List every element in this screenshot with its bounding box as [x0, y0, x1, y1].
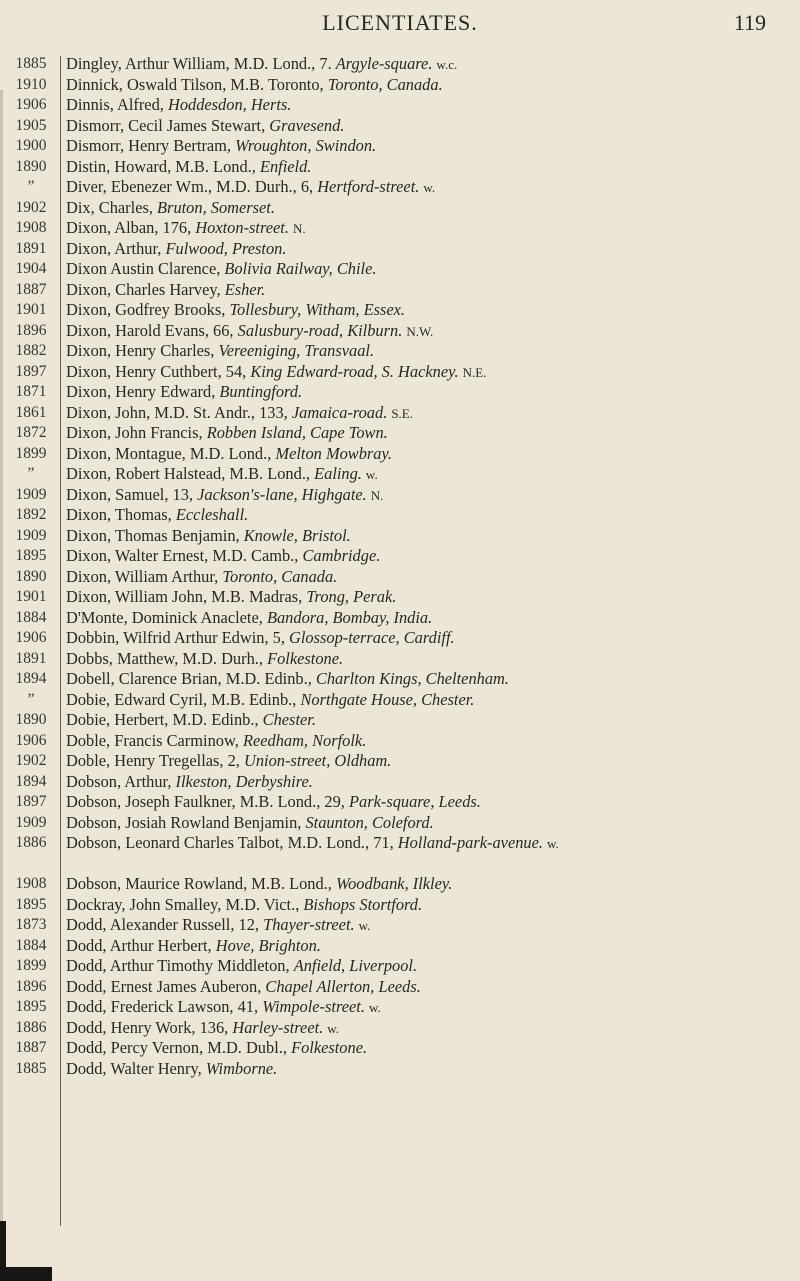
entry-text [66, 505, 791, 526]
entry-text [66, 362, 791, 384]
entry-year: 1900 [15, 137, 47, 154]
entry-name: Dockray, John Smalley, M.D. Vict., [66, 894, 304, 914]
entry-name: Diver, Ebenezer Wm., M.D. Durh., 6, [66, 177, 318, 196]
entry-place: Chapel Allerton, Leeds. [265, 976, 421, 996]
entry-year: 1908 [15, 875, 47, 892]
entry-year: 1884 [15, 608, 47, 626]
entry-year: 1872 [15, 424, 47, 441]
entry-place: Bolivia Railway, Chile. [224, 259, 377, 278]
list-item [0, 772, 800, 793]
entry-year: 1909 [15, 526, 47, 544]
entry-name: Dodd, Frederick Lawson, 41, [66, 997, 263, 1016]
entry-name: Dodd, Arthur Timothy Middleton, [66, 956, 294, 975]
entry-year: 1902 [15, 752, 47, 769]
entry-text [66, 813, 791, 834]
entry-place: Fulwood, Preston. [165, 238, 287, 258]
entry-year: 1906 [15, 96, 47, 113]
entry-name: Dixon, Samuel, 13, [66, 484, 198, 504]
entry-year: 1909 [15, 485, 47, 503]
entry-text [66, 669, 791, 690]
page-number: 119 [733, 10, 766, 35]
entry-year: 1895 [15, 998, 47, 1015]
entry-text [66, 772, 791, 793]
entry-place: Argyle-square. [335, 54, 433, 73]
entry-name: Dobbin, Wilfrid Arthur Edwin, 5, [66, 628, 290, 647]
entry-text [66, 75, 791, 96]
list-item [0, 1038, 800, 1059]
entry-place: Esher. [224, 279, 266, 299]
entry-text [66, 608, 791, 629]
entry-name: Dixon, Henry Edward, [66, 382, 220, 401]
entry-name: Doble, Francis Carminow, [66, 730, 243, 750]
entry-place: Salusbury-road, Kilburn. [237, 320, 403, 340]
entry-postal-district: N.E. [462, 364, 487, 380]
list-item [0, 505, 800, 526]
list-item [0, 895, 800, 916]
list-item [0, 751, 800, 772]
entry-name: Dixon, Montague, M.D. Lond., [66, 443, 276, 463]
entry-place: Folkestone. [267, 648, 344, 668]
entry-year: 1884 [15, 936, 47, 954]
entry-text [66, 300, 791, 321]
entry-name: Dixon, William John, M.B. Madras, [66, 587, 307, 606]
list-item [0, 1018, 800, 1039]
list-item [0, 997, 800, 1018]
entry-text [66, 177, 791, 199]
entry-place: Charlton Kings, Cheltenham. [315, 669, 509, 688]
entry-postal-district: w.c. [436, 57, 458, 72]
entry-postal-district: N.W. [406, 323, 434, 339]
list-item [0, 813, 800, 834]
entry-name: Dixon, Alban, 176, [66, 218, 196, 237]
entry-postal-district: w. [327, 1020, 340, 1036]
entry-text [66, 690, 791, 711]
entry-place: Wroughton, Swindon. [235, 136, 377, 155]
entry-text [66, 341, 791, 362]
entry-text [66, 136, 791, 157]
entry-place: Jamaica-road. [291, 402, 388, 422]
entry-text [66, 1038, 791, 1059]
entry-postal-district: w. [547, 836, 559, 851]
entry-place: Melton Mowbray. [275, 443, 392, 463]
entry-place: Ilkeston, Derbyshire. [175, 771, 313, 791]
entry-place: Eccleshall. [175, 505, 249, 524]
entry-year: 1894 [15, 670, 47, 687]
entry-text [66, 157, 791, 178]
list-item [0, 608, 800, 629]
entry-year: 1892 [15, 506, 47, 523]
entry-place: Tollesbury, Witham, Essex. [229, 300, 406, 319]
entry-text [66, 833, 791, 855]
entry-year: 1890 [15, 567, 47, 585]
list-item [0, 936, 800, 957]
list-item [0, 116, 800, 137]
entry-name: Dingley, Arthur William, M.D. Lond., 7. [66, 54, 336, 73]
entry-text [66, 710, 791, 731]
list-item [0, 792, 800, 813]
entry-name: Dodd, Henry Work, 136, [66, 1017, 233, 1037]
list-item [0, 977, 800, 998]
licentiate-list [0, 54, 800, 1079]
entry-name: Dixon, John, M.D. St. Andr., 133, [66, 402, 292, 422]
entry-name: Doble, Henry Tregellas, 2, [66, 751, 244, 770]
entry-name: Dixon, Thomas, [66, 505, 176, 524]
list-item [0, 1059, 800, 1080]
list-item [0, 177, 800, 198]
entry-postal-district: w. [368, 1000, 381, 1015]
entry-text [66, 116, 791, 137]
list-item [0, 915, 800, 936]
corner-mark [0, 1267, 52, 1281]
entry-name: Dixon, Godfrey Brooks, [66, 300, 230, 319]
entry-text [66, 321, 791, 343]
entry-year: 1873 [15, 916, 47, 933]
entry-year: 1899 [15, 444, 47, 462]
corner-mark-vertical [0, 1221, 6, 1281]
entry-year: 1882 [15, 342, 47, 359]
entry-place: Park-square, Leeds. [349, 792, 481, 811]
entry-text [66, 895, 791, 916]
list-item [0, 259, 800, 280]
entry-place: Gravesend. [269, 115, 345, 135]
entry-year: 1901 [15, 588, 47, 605]
entry-place: Harley-street. [232, 1017, 324, 1037]
entry-text [66, 464, 791, 486]
entry-name: Dobson, Joseph Faulkner, M.B. Lond., 29, [66, 792, 349, 811]
entry-place: Jackson's-lane, Highgate. [197, 484, 367, 504]
list-item [0, 403, 800, 424]
entry-year: ” [27, 690, 35, 708]
entry-text [66, 423, 791, 444]
entry-name: Dixon, Henry Cuthbert, 54, [66, 361, 251, 381]
entry-text [66, 874, 791, 895]
entry-place: Wimborne. [205, 1058, 278, 1078]
entry-year: 1895 [15, 547, 47, 564]
entry-year: ” [27, 178, 35, 195]
entry-year: 1887 [15, 280, 47, 298]
list-item [0, 54, 800, 75]
entry-text [66, 751, 791, 772]
entry-place: Buntingford. [219, 382, 303, 401]
entry-place: Holland-park-avenue. [397, 833, 543, 852]
entry-postal-district: N. [370, 487, 384, 503]
entry-text [66, 382, 791, 403]
entry-year: 1905 [15, 116, 47, 134]
entry-place: Vereeniging, Transvaal. [218, 341, 375, 360]
entry-text [66, 956, 791, 977]
entry-text [66, 567, 791, 588]
list-item [0, 710, 800, 731]
list-item [0, 157, 800, 178]
entry-name: Distin, Howard, M.B. Lond., [66, 156, 260, 176]
entry-place: Thayer-street. [263, 915, 355, 934]
entry-place: Knowle, Bristol. [243, 525, 351, 545]
entry-text [66, 485, 791, 507]
entry-postal-district: S.E. [391, 405, 413, 421]
entry-name: Dodd, Arthur Herbert, [66, 935, 216, 955]
entry-place: Cambridge. [302, 546, 381, 565]
list-item [0, 198, 800, 219]
entry-name: Dobson, Maurice Rowland, M.B. Lond., [66, 874, 336, 893]
list-item [0, 731, 800, 752]
list-item [0, 341, 800, 362]
entry-name: Dixon, Harold Evans, 66, [66, 320, 238, 340]
entry-name: Dinnick, Oswald Tilson, M.B. Toronto, [66, 74, 328, 94]
entry-name: Dismorr, Henry Bertram, [66, 136, 236, 155]
list-item [0, 546, 800, 567]
entry-place: Woodbank, Ilkley. [335, 874, 453, 893]
entry-text [66, 546, 791, 567]
entry-year: 1887 [15, 1039, 47, 1056]
entry-name: Dodd, Walter Henry, [66, 1058, 206, 1078]
entry-place: Chester. [262, 710, 316, 729]
entry-name: Dismorr, Cecil James Stewart, [66, 115, 270, 135]
entry-name: Dodd, Alexander Russell, 12, [66, 915, 264, 934]
entry-place: Ealing. [314, 464, 362, 483]
list-item [0, 690, 800, 711]
entry-place: Union-street, Oldham. [244, 751, 392, 770]
entry-year: 1909 [15, 813, 47, 831]
entry-year: 1894 [15, 772, 47, 790]
entry-year: 1891 [15, 239, 47, 257]
entry-place: Hove, Brighton. [215, 935, 321, 955]
entry-year: 1885 [15, 55, 47, 72]
entry-name: Dixon, Robert Halstead, M.B. Lond., [66, 464, 315, 483]
entry-place: Glossop-terrace, Cardiff. [289, 628, 455, 647]
entry-text [66, 792, 791, 813]
entry-place: Toronto, Canada. [222, 566, 338, 586]
entry-place: King Edward-road, S. Hackney. [250, 361, 459, 381]
entry-year: 1896 [15, 977, 47, 995]
entry-name: D'Monte, Dominick Anaclete, [66, 607, 267, 627]
entry-text [66, 403, 791, 425]
entry-year: 1904 [15, 260, 47, 277]
entry-text [66, 587, 791, 608]
entry-year: 1885 [15, 1059, 47, 1077]
entry-text [66, 628, 791, 649]
entry-text [66, 239, 791, 260]
entry-name: Dixon, Charles Harvey, [66, 279, 225, 299]
entry-text [66, 54, 791, 76]
entry-text [66, 280, 791, 301]
entry-text [66, 649, 791, 670]
entry-place: Hoxton-street. [195, 218, 289, 237]
entry-year: 1902 [15, 198, 47, 216]
entry-name: Dobson, Josiah Rowland Benjamin, [66, 812, 306, 832]
entry-name: Dixon Austin Clarence, [66, 259, 225, 278]
entry-name: Dixon, Walter Ernest, M.D. Camb., [66, 546, 303, 565]
entry-name: Dobie, Edward Cyril, M.B. Edinb., [66, 689, 301, 709]
list-item [0, 464, 800, 485]
entry-place: Staunton, Coleford. [305, 812, 434, 832]
entry-text [66, 198, 791, 219]
list-item [0, 239, 800, 260]
entry-text [66, 1059, 791, 1080]
entry-text [66, 997, 791, 1019]
entry-text [66, 731, 791, 752]
entry-postal-district: w. [365, 467, 378, 482]
entry-place: Trong, Perak. [306, 587, 397, 606]
entry-year: 1908 [15, 219, 47, 236]
entry-postal-district: w. [423, 180, 436, 195]
entry-name: Dobson, Arthur, [66, 771, 176, 791]
entry-year: 1886 [15, 1018, 47, 1036]
entry-place: Toronto, Canada. [327, 74, 443, 94]
list-item [0, 567, 800, 588]
entry-year: 1896 [15, 321, 47, 339]
list-item [0, 444, 800, 465]
entry-name: Dixon, William Arthur, [66, 566, 223, 586]
entry-place: Robben Island, Cape Town. [206, 423, 388, 442]
running-head: LICENTIATES. [322, 10, 478, 35]
entry-name: Dixon, Arthur, [66, 238, 166, 258]
list-item [0, 628, 800, 649]
entry-place: Folkestone. [291, 1038, 368, 1057]
entry-year: ” [27, 465, 35, 482]
list-item [0, 95, 800, 116]
list-item [0, 423, 800, 444]
entry-year: 1906 [15, 731, 47, 749]
entry-year: 1886 [15, 834, 47, 851]
entry-text [66, 259, 791, 280]
entry-postal-district: w. [358, 918, 371, 933]
list-item [0, 321, 800, 342]
list-item [0, 956, 800, 977]
entry-place: Bruton, Somerset. [157, 197, 275, 217]
list-item [0, 874, 800, 895]
entry-place: Hoddesdon, Herts. [167, 95, 292, 114]
entry-name: Dixon, Henry Charles, [66, 341, 219, 360]
entry-place: Wimpole-street. [262, 997, 365, 1016]
entry-place: Northgate House, Chester. [300, 689, 475, 709]
entry-year: 1895 [15, 895, 47, 913]
entry-place: Hertford-street. [317, 177, 420, 196]
entry-year: 1901 [15, 301, 47, 318]
entry-place: Bandora, Bombay, India. [266, 607, 433, 627]
entry-text [66, 1018, 791, 1040]
entry-name: Dinnis, Alfred, [66, 95, 168, 114]
entry-place: Anfield, Liverpool. [293, 956, 418, 975]
entry-year: 1890 [15, 157, 47, 175]
entry-postal-district: N. [292, 221, 306, 236]
list-item [0, 382, 800, 403]
entry-name: Dobbs, Matthew, M.D. Durh., [66, 648, 268, 668]
entry-text [66, 95, 791, 116]
entry-text [66, 915, 791, 937]
entry-year: 1899 [15, 957, 47, 974]
entry-text [66, 526, 791, 547]
entry-year: 1910 [15, 75, 47, 93]
entry-text [66, 218, 791, 240]
entry-text [66, 977, 791, 998]
entry-year: 1897 [15, 362, 47, 380]
entry-name: Dodd, Ernest James Auberon, [66, 976, 266, 996]
entry-text [66, 936, 791, 957]
entry-name: Dobson, Leonard Charles Talbot, M.D. Lond., 71, [66, 833, 398, 852]
entry-name: Dobie, Herbert, M.D. Edinb., [66, 710, 263, 729]
entry-year: 1906 [15, 629, 47, 646]
entry-name: Dixon, John Francis, [66, 423, 207, 442]
entry-place: Reedham, Norfolk. [242, 730, 367, 750]
list-item [0, 218, 800, 239]
list-item [0, 362, 800, 383]
entry-place: Bishops Stortford. [303, 894, 423, 914]
entry-text [66, 444, 791, 465]
entry-place: Enfield. [259, 156, 312, 176]
entry-year: 1890 [15, 711, 47, 728]
list-item [0, 649, 800, 670]
entry-year: 1897 [15, 793, 47, 810]
entry-year: 1861 [15, 403, 47, 421]
list-item [0, 587, 800, 608]
list-item [0, 136, 800, 157]
entry-year: 1891 [15, 649, 47, 667]
list-item [0, 300, 800, 321]
list-item [0, 833, 800, 874]
entry-name: Dobell, Clarence Brian, M.D. Edinb., [66, 669, 316, 688]
list-item [0, 526, 800, 547]
list-item [0, 75, 800, 96]
entry-name: Dix, Charles, [66, 197, 158, 217]
entry-name: Dodd, Percy Vernon, M.D. Dubl., [66, 1038, 292, 1057]
entry-year: 1871 [15, 383, 47, 400]
list-item [0, 485, 800, 506]
list-item [0, 669, 800, 690]
entry-name: Dixon, Thomas Benjamin, [66, 525, 244, 545]
list-item [0, 280, 800, 301]
